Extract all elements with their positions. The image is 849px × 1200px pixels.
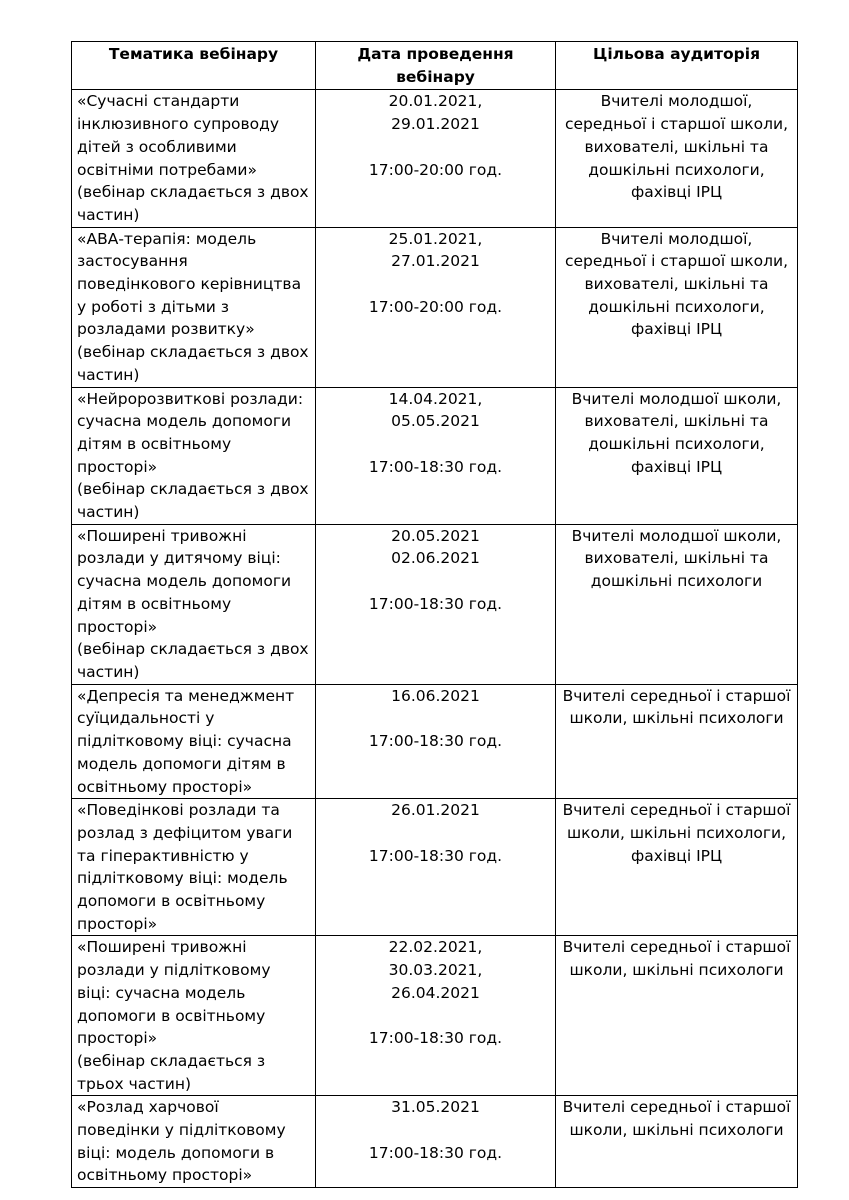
topic-line: інклюзивного супроводу xyxy=(77,115,280,134)
date-time-gap xyxy=(321,433,550,456)
audience-line: дошкільні психологи xyxy=(590,572,763,591)
topic-line: суїцидальності у xyxy=(77,709,215,728)
topic-line: (вебінар складається з двох xyxy=(77,640,309,659)
webinar-topic-cell xyxy=(72,936,316,1096)
date-line: 30.03.2021, xyxy=(388,961,483,980)
target-audience-cell xyxy=(556,799,798,936)
date-line: 20.05.2021 xyxy=(391,526,480,545)
audience-line: школи, шкільні психологи xyxy=(569,709,784,728)
webinar-date-cell xyxy=(316,90,556,227)
topic-line: «АВА-терапія: модель xyxy=(77,229,257,248)
webinar-topic-cell xyxy=(72,524,316,684)
target-audience-cell xyxy=(556,524,798,684)
audience-line: дошкільні психологи, xyxy=(588,160,765,179)
date-line: 31.05.2021 xyxy=(391,1098,480,1117)
topic-line: частин) xyxy=(77,365,140,384)
topic-line: підлітковому віці: сучасна xyxy=(77,732,292,751)
topic-line: освітньому просторі» xyxy=(77,777,253,796)
audience-line: середньої і старшої школи, xyxy=(564,115,789,134)
audience-line: фахівці ІРЦ xyxy=(630,320,723,339)
topic-line: віці: модель допомоги в xyxy=(77,1143,275,1162)
webinar-date-cell xyxy=(316,799,556,936)
table-body xyxy=(72,90,798,1188)
date-line: 26.01.2021 xyxy=(391,801,480,820)
audience-line: школи, шкільні психологи xyxy=(569,1121,784,1140)
time-line: 17:00-18:30 год. xyxy=(368,846,503,865)
time-line: 17:00-18:30 год. xyxy=(368,1029,503,1048)
topic-line: (вебінар складається з xyxy=(77,1051,266,1070)
audience-line: середньої і старшої школи, xyxy=(564,252,789,271)
time-line: 17:00-18:30 год. xyxy=(368,594,503,613)
webinar-date-cell xyxy=(316,387,556,524)
topic-line: просторі» xyxy=(77,457,158,476)
webinar-date-cell xyxy=(316,936,556,1096)
webinar-date-cell xyxy=(316,1096,556,1188)
topic-line: сучасна модель допомоги xyxy=(77,572,292,591)
date-line: 29.01.2021 xyxy=(391,115,480,134)
header-date: Дата проведення вебінару xyxy=(316,42,556,90)
topic-line: частин) xyxy=(77,503,140,522)
table-row xyxy=(72,387,798,524)
topic-line: у роботі з дітьми з xyxy=(77,297,230,316)
topic-line: просторі» xyxy=(77,914,158,933)
date-time-gap xyxy=(321,707,550,730)
audience-line: Вчителі молодшої, xyxy=(600,229,753,248)
table-row xyxy=(72,227,798,387)
topic-line: частин) xyxy=(77,662,140,681)
table-row xyxy=(72,90,798,227)
topic-line: розлади у підлітковому xyxy=(77,961,271,980)
audience-line: вихователі, шкільні та xyxy=(584,412,769,431)
topic-line: просторі» xyxy=(77,1029,158,1048)
topic-line: «Поширені тривожні xyxy=(77,526,247,545)
target-audience-cell xyxy=(556,227,798,387)
topic-line: просторі» xyxy=(77,617,158,636)
audience-line: вихователі, шкільні та xyxy=(584,549,769,568)
time-line: 17:00-20:00 год. xyxy=(368,297,503,316)
table-row xyxy=(72,684,798,799)
audience-line: школи, шкільні психологи xyxy=(569,961,784,980)
topic-line: поведінки у підлітковому xyxy=(77,1121,286,1140)
date-time-gap xyxy=(321,570,550,593)
date-line: 05.05.2021 xyxy=(391,412,480,431)
topic-line: модель допомоги дітям в xyxy=(77,754,286,773)
topic-line: застосування xyxy=(77,252,188,271)
topic-line: «Нейророзвиткові розлади: xyxy=(77,389,304,408)
table-row xyxy=(72,799,798,936)
topic-line: (вебінар складається з двох xyxy=(77,343,309,362)
date-line: 16.06.2021 xyxy=(391,686,480,705)
target-audience-cell xyxy=(556,1096,798,1188)
webinar-topic-cell xyxy=(72,684,316,799)
webinar-schedule-table xyxy=(71,41,798,1188)
audience-line: вихователі, шкільні та xyxy=(584,275,769,294)
webinar-date-cell xyxy=(316,524,556,684)
audience-line: фахівці ІРЦ xyxy=(630,846,723,865)
topic-line: допомоги в освітньому xyxy=(77,1006,266,1025)
target-audience-cell xyxy=(556,936,798,1096)
topic-line: трьох частин) xyxy=(77,1074,192,1093)
audience-line: фахівці ІРЦ xyxy=(630,457,723,476)
audience-line: Вчителі середньої і старшої xyxy=(562,938,791,957)
date-time-gap xyxy=(321,822,550,845)
date-line: 02.06.2021 xyxy=(391,549,480,568)
topic-line: дітей з особливими xyxy=(77,137,237,156)
webinar-topic-cell xyxy=(72,90,316,227)
topic-line: та гіперактивністю у xyxy=(77,846,249,865)
audience-line: Вчителі середньої і старшої xyxy=(562,801,791,820)
topic-line: розлад з дефіцитом уваги xyxy=(77,823,293,842)
audience-line: Вчителі молодшої школи, xyxy=(571,389,782,408)
webinar-date-cell xyxy=(316,227,556,387)
date-line: 22.02.2021, xyxy=(388,938,483,957)
topic-line: «Розлад харчової xyxy=(77,1098,219,1117)
topic-line: «Депресія та менеджмент xyxy=(77,686,295,705)
date-line: 27.01.2021 xyxy=(391,252,480,271)
date-time-gap xyxy=(321,1005,550,1028)
topic-line: віці: сучасна модель xyxy=(77,983,246,1002)
audience-line: дошкільні психологи, xyxy=(588,297,765,316)
audience-line: Вчителі середньої і старшої xyxy=(562,686,791,705)
topic-line: (вебінар складається з двох xyxy=(77,480,309,499)
audience-line: Вчителі молодшої школи, xyxy=(571,526,782,545)
header-topic: Тематика вебінару xyxy=(72,42,316,90)
date-time-gap xyxy=(321,136,550,159)
header-row xyxy=(72,42,798,90)
target-audience-cell xyxy=(556,90,798,227)
topic-line: допомоги в освітньому xyxy=(77,892,266,911)
target-audience-cell xyxy=(556,387,798,524)
audience-line: Вчителі молодшої, xyxy=(600,92,753,111)
time-line: 17:00-18:30 год. xyxy=(368,732,503,751)
audience-line: школи, шкільні психологи, xyxy=(566,823,787,842)
topic-line: «Поширені тривожні xyxy=(77,938,247,957)
target-audience-cell xyxy=(556,684,798,799)
audience-line: фахівці ІРЦ xyxy=(630,183,723,202)
header-audience: Цільова аудиторія xyxy=(556,42,798,90)
topic-line: «Сучасні стандарти xyxy=(77,92,240,111)
time-line: 17:00-18:30 год. xyxy=(368,457,503,476)
table-header xyxy=(72,42,798,90)
topic-line: поведінкового керівництва xyxy=(77,275,302,294)
webinar-topic-cell xyxy=(72,387,316,524)
table-row xyxy=(72,1096,798,1188)
audience-line: дошкільні психологи, xyxy=(588,434,765,453)
topic-line: освітніми потребами» xyxy=(77,160,257,179)
webinar-topic-cell xyxy=(72,1096,316,1188)
topic-line: підлітковому віці: модель xyxy=(77,869,288,888)
date-line: 25.01.2021, xyxy=(388,229,483,248)
topic-line: сучасна модель допомоги xyxy=(77,412,292,431)
topic-line: розлади у дитячому віці: xyxy=(77,549,281,568)
date-time-gap xyxy=(321,1119,550,1142)
webinar-topic-cell xyxy=(72,227,316,387)
webinar-topic-cell xyxy=(72,799,316,936)
audience-line: Вчителі середньої і старшої xyxy=(562,1098,791,1117)
topic-line: частин) xyxy=(77,205,140,224)
date-line: 26.04.2021 xyxy=(391,983,480,1002)
time-line: 17:00-18:30 год. xyxy=(368,1143,503,1162)
topic-line: освітньому просторі» xyxy=(77,1166,253,1185)
table-row xyxy=(72,936,798,1096)
topic-line: розладами розвитку» xyxy=(77,320,255,339)
topic-line: дітям в освітньому xyxy=(77,594,232,613)
date-time-gap xyxy=(321,273,550,296)
topic-line: (вебінар складається з двох xyxy=(77,183,309,202)
topic-line: дітям в освітньому xyxy=(77,434,232,453)
time-line: 17:00-20:00 год. xyxy=(368,160,503,179)
audience-line: вихователі, шкільні та xyxy=(584,137,769,156)
table-row xyxy=(72,524,798,684)
topic-line: «Поведінкові розлади та xyxy=(77,801,280,820)
webinar-date-cell xyxy=(316,684,556,799)
date-line: 20.01.2021, xyxy=(388,92,483,111)
date-line: 14.04.2021, xyxy=(388,389,483,408)
